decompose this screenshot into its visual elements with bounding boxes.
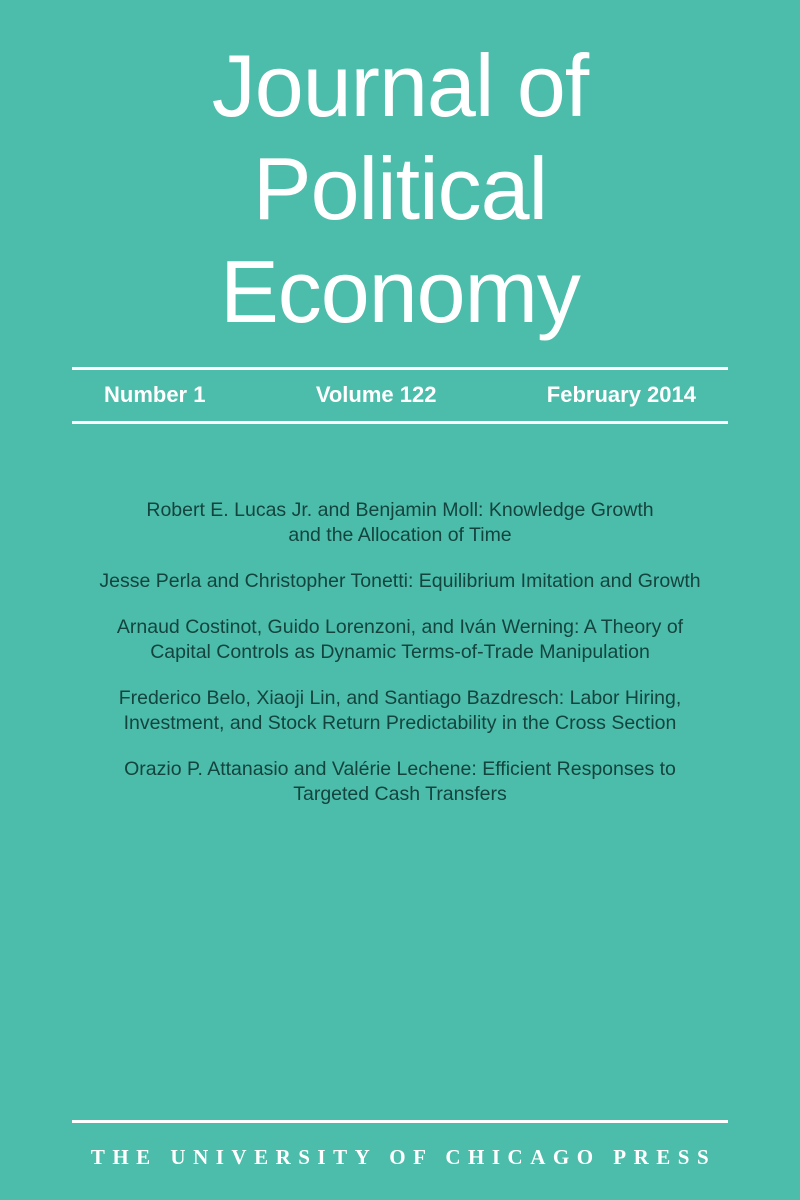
article-text-line-2: Targeted Cash Transfers <box>293 783 507 805</box>
list-item <box>70 757 730 807</box>
article-text-line-1: Jesse Perla and Christopher Tonetti: Equilibrium Imitation and Growth <box>99 570 701 592</box>
issue-volume: Volume 122 <box>315 382 437 407</box>
journal-title-line-3: Economy <box>220 242 580 341</box>
article-text-line-2: Investment, and Stock Return Predictability in the Cross Section <box>123 712 677 734</box>
list-item <box>70 686 730 736</box>
article-list <box>0 498 800 807</box>
list-item <box>70 498 730 548</box>
journal-title-line-2: Political <box>252 139 548 238</box>
article-text-line-2: Capital Controls as Dynamic Terms-of-Trade Manipulation <box>150 641 650 663</box>
article-text-line-1: Orazio P. Attanasio and Valérie Lechene: Efficient Responses to <box>124 758 676 780</box>
article-text-line-1: Frederico Belo, Xiaoji Lin, and Santiago Bazdresch: Labor Hiring, <box>118 687 682 709</box>
issue-rule-bottom <box>72 421 728 424</box>
issue-info-row <box>72 370 728 421</box>
issue-date: February 2014 <box>546 382 696 407</box>
article-text-line-2: and the Allocation of Time <box>288 524 512 546</box>
publisher-name: THE UNIVERSITY OF CHICAGO PRESS <box>90 1145 717 1169</box>
issue-info-block <box>0 367 800 424</box>
journal-title <box>0 34 800 343</box>
list-item <box>70 569 730 594</box>
article-text-line-1: Arnaud Costinot, Guido Lorenzoni, and Iván Werning: A Theory of <box>116 616 684 638</box>
cover-footer <box>0 1120 800 1170</box>
footer-rule <box>72 1120 728 1123</box>
journal-title-line-1: Journal of <box>211 36 589 135</box>
list-item <box>70 615 730 665</box>
article-text-line-1: Robert E. Lucas Jr. and Benjamin Moll: Knowledge Growth <box>146 499 654 521</box>
issue-number: Number 1 <box>104 382 206 407</box>
